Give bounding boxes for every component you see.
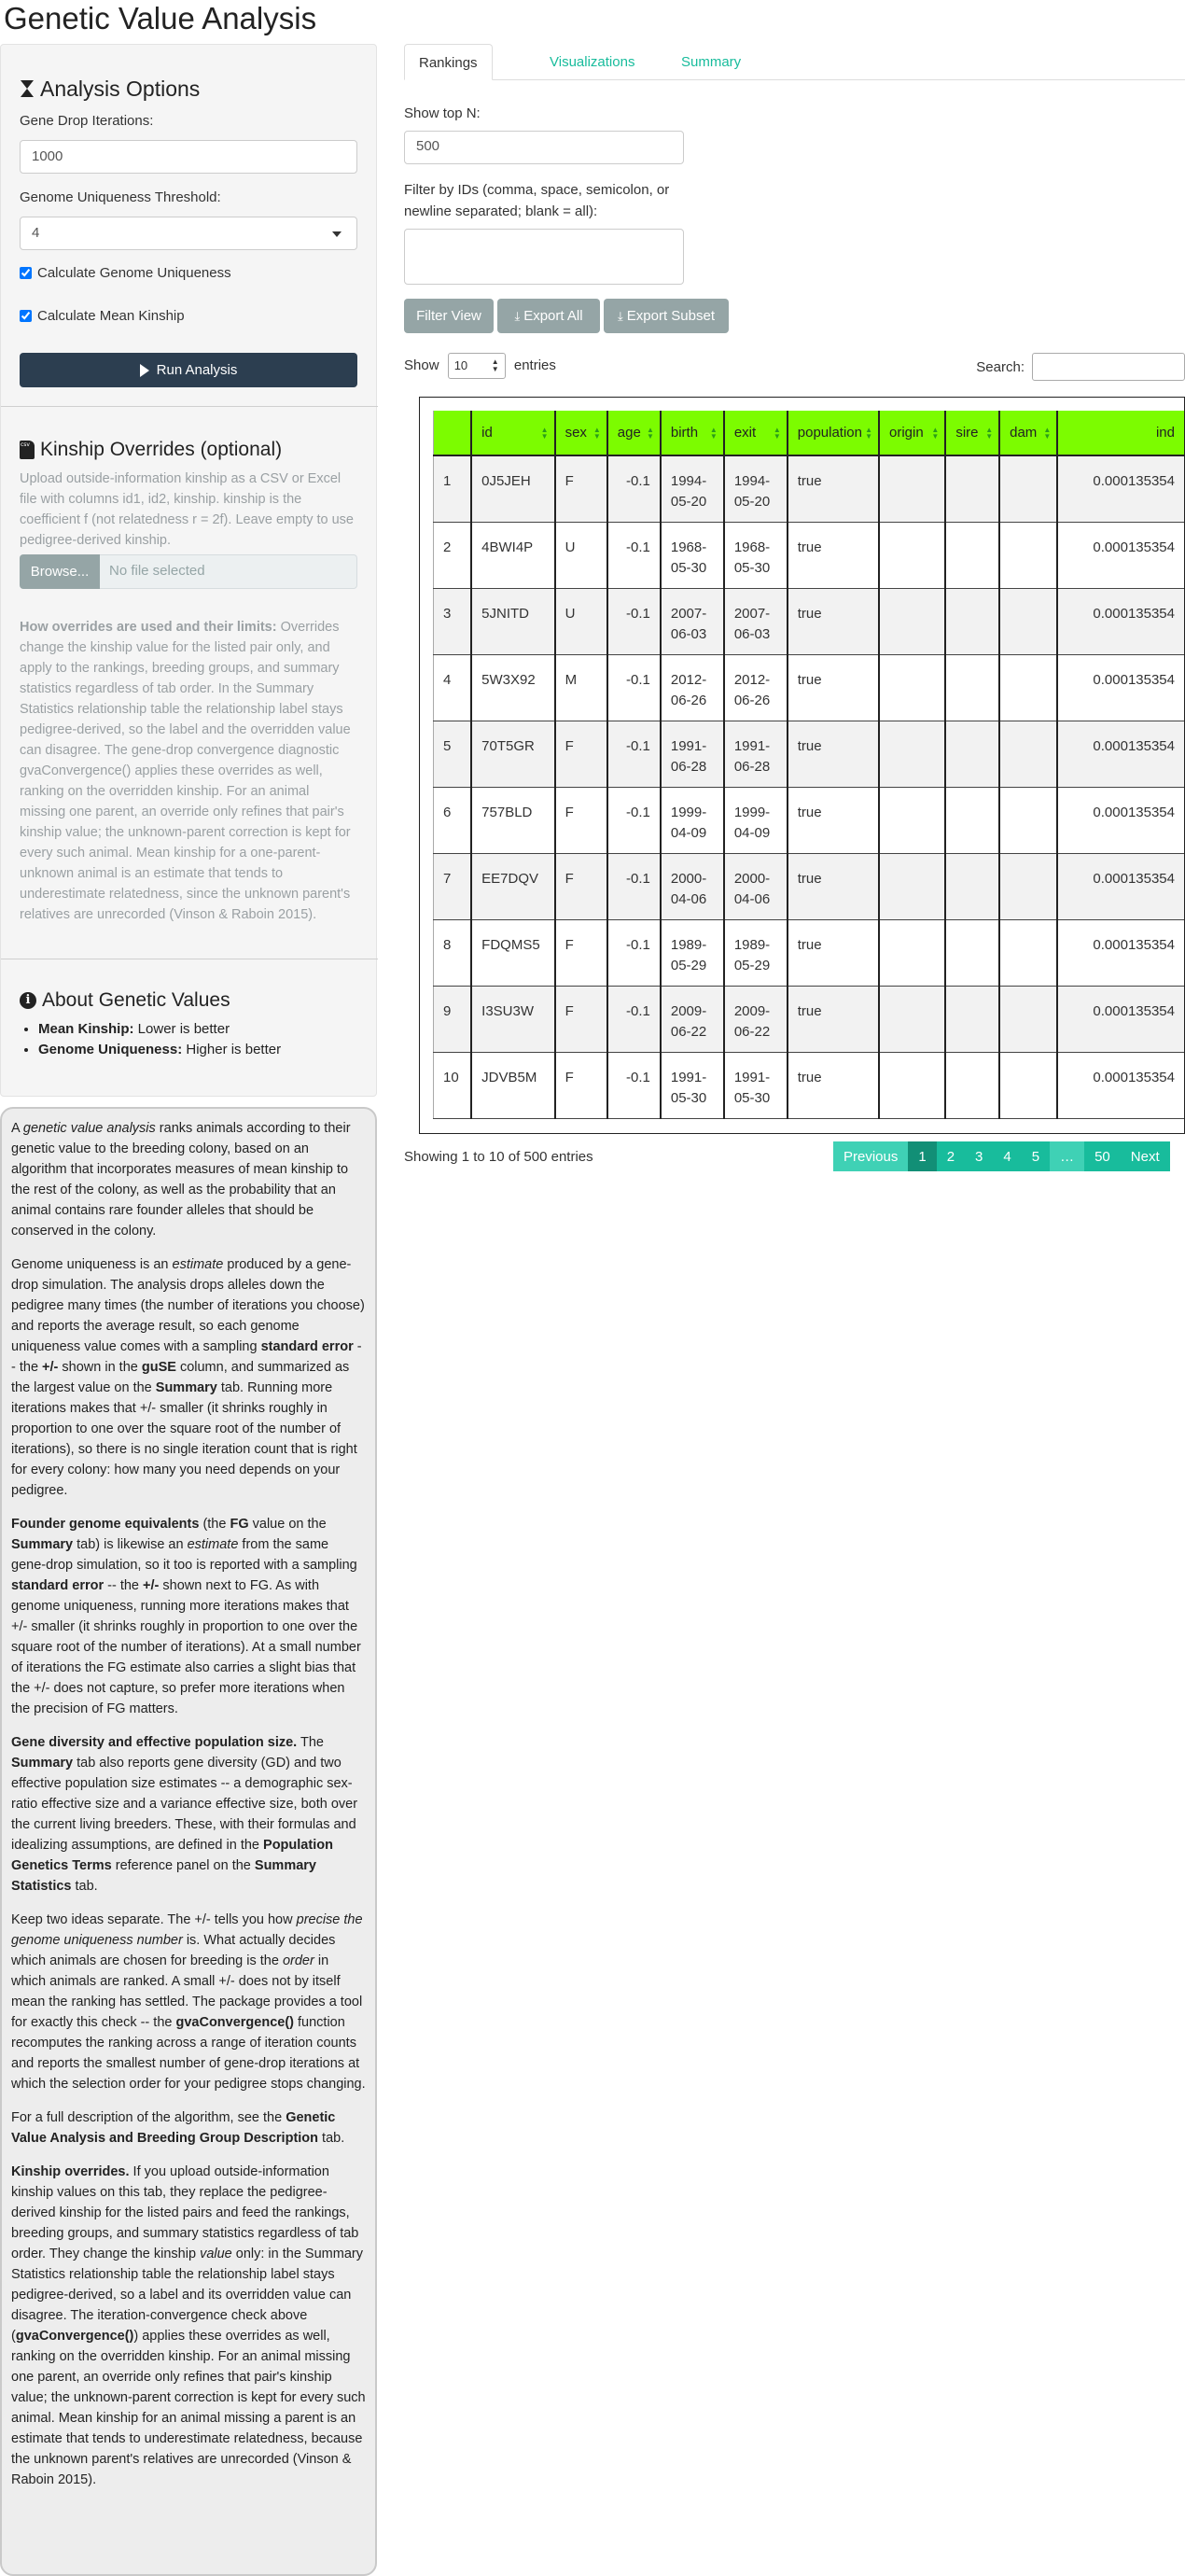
previous-page-button[interactable]: Previous [833, 1141, 908, 1171]
description-paragraph [11, 1254, 366, 1501]
table-cell: 5JNITD [471, 588, 554, 654]
file-csv-icon [20, 441, 35, 459]
text: Keep two ideas separate. The +/- tells you how [11, 1912, 297, 1927]
text: tab) is likewise an [73, 1537, 188, 1552]
table-cell: 1968-05-30 [661, 522, 724, 588]
about-desc: Higher is better [182, 1042, 282, 1057]
table-cell: M [555, 654, 607, 721]
column-header[interactable] [788, 411, 879, 455]
download-icon: ⤓ [618, 308, 623, 323]
rankings-table-frame [419, 397, 1185, 1134]
text: Gene diversity and effective population size. [11, 1735, 298, 1750]
gene-drop-group [20, 112, 357, 174]
column-header[interactable] [607, 411, 661, 455]
table-cell: F [555, 853, 607, 919]
table-cell: 5 [434, 721, 472, 787]
table-cell: true [788, 721, 879, 787]
column-header[interactable] [1057, 411, 1184, 455]
table-cell: 0.000135354 [1057, 919, 1184, 986]
uniqueness-threshold-group [20, 189, 357, 250]
description-paragraph [11, 1514, 366, 1719]
run-analysis-label: Run Analysis [156, 362, 238, 378]
calc-uniqueness-checkbox[interactable] [20, 267, 32, 279]
table-cell: 757BLD [471, 787, 554, 853]
page-button-3[interactable]: 3 [965, 1141, 993, 1171]
filter-view-button[interactable]: Filter View [404, 299, 494, 333]
table-cell: true [788, 986, 879, 1052]
text: genetic value analysis [22, 1121, 156, 1136]
table-cell: F [555, 787, 607, 853]
file-upload-control [20, 554, 357, 589]
text: column, and summarized as the largest value on the [11, 1360, 350, 1395]
next-page-button[interactable]: Next [1121, 1141, 1170, 1171]
table-row[interactable] [434, 986, 1185, 1052]
text: tab. [71, 1879, 98, 1894]
table-cell [945, 588, 999, 654]
entries-value: 10 [453, 358, 468, 372]
rankings-table [433, 411, 1184, 1119]
table-row[interactable] [434, 919, 1185, 986]
table-cell [945, 919, 999, 986]
table-cell: 1991-06-28 [724, 721, 788, 787]
column-header-label: id [481, 425, 493, 441]
table-cell [879, 455, 945, 522]
column-header[interactable] [661, 411, 724, 455]
table-cell: -0.1 [607, 654, 661, 721]
table-row[interactable] [434, 522, 1185, 588]
page-ellipsis: … [1050, 1141, 1084, 1171]
column-header[interactable] [471, 411, 554, 455]
text: Summary [11, 1537, 74, 1552]
table-cell [999, 1052, 1057, 1118]
run-analysis-button[interactable] [20, 353, 357, 387]
table-cell: 1968-05-30 [724, 522, 788, 588]
table-cell [945, 654, 999, 721]
calc-kinship-checkbox-label[interactable] [20, 308, 357, 324]
table-cell: 4BWI4P [471, 522, 554, 588]
table-cell [945, 1052, 999, 1118]
about-list [20, 1019, 357, 1060]
search-input[interactable] [1032, 353, 1185, 381]
text: tab. Running more iterations makes that +/- smaller (it shrinks roughly in proportion to one over the square root of the number of iterations), so there is no single iteration count that is right for every colony: how many you need depends on your pedigree. [11, 1380, 357, 1498]
analysis-options-section [20, 76, 357, 102]
text: precise the genome uniqueness number [11, 1912, 363, 1948]
action-buttons [404, 299, 871, 333]
sort-icon: ▲ ▼ [646, 426, 654, 441]
table-cell: 0.000135354 [1057, 588, 1184, 654]
table-cell: 0.000135354 [1057, 721, 1184, 787]
text: Population Genetics Terms [11, 1838, 333, 1873]
caret-down-icon [332, 231, 342, 237]
description-paragraph [11, 1118, 366, 1241]
page-title: Genetic Value Analysis [4, 1, 317, 35]
table-cell [879, 919, 945, 986]
table-cell: U [555, 588, 607, 654]
column-header[interactable] [945, 411, 999, 455]
table-cell [945, 853, 999, 919]
file-name-display: No file selected [100, 554, 357, 589]
text: Genetic Value Analysis and Breeding Group Description [11, 2110, 336, 2146]
analysis-options-title-text: Analysis Options [40, 77, 201, 101]
table-cell [879, 1052, 945, 1118]
updown-icon: ▲ ▼ [491, 357, 499, 373]
table-cell: 3 [434, 588, 472, 654]
divider [1, 406, 378, 407]
page-button-1[interactable]: 1 [908, 1141, 936, 1171]
sort-icon: ▲ ▼ [773, 426, 781, 441]
column-header[interactable] [555, 411, 607, 455]
text: estimate [172, 1257, 224, 1272]
export-all-label: Export All [523, 308, 583, 324]
text: -- the [104, 1578, 144, 1593]
sort-icon: ▲ ▼ [540, 426, 549, 441]
text: FG [230, 1517, 249, 1532]
column-header-label: birth [670, 425, 699, 441]
override-limits-body: Overrides change the kinship value for the listed pair only, and apply to the rankings, breeding groups, and summary statistics regardless of tab order. In the Summary Statistics relationship table the relationship label stays pedigree-derived, so the label and the overridden value can disagree. The gene-drop convergence diagnostic gvaConvergence() applies these overrides as well, ranking on the overridden kinship. For an animal missing one parent, an override only refines that pair's kinship value; the unknown-parent correction is kept for every such animal. Mean kinship for a one-parent-unknown animal is an estimate that tends to underestimate relatedness, since the unknown parent's relatives are unrecorded (Vinson & Raboin 2015). [20, 620, 351, 922]
sort-icon: ▲ ▼ [865, 426, 873, 441]
table-header-row [434, 411, 1185, 455]
table-cell: 1 [434, 455, 472, 522]
table-cell: 1991-05-30 [661, 1052, 724, 1118]
table-cell: 2000-04-06 [661, 853, 724, 919]
table-row[interactable] [434, 787, 1185, 853]
table-cell: -0.1 [607, 853, 661, 919]
override-limits-text [20, 617, 357, 925]
text: value [200, 2247, 232, 2261]
text: standard error [260, 1339, 354, 1354]
calc-uniqueness-checkbox-label[interactable] [20, 265, 357, 281]
kinship-overrides-title [20, 437, 357, 463]
sort-icon: ▲ ▼ [931, 426, 940, 441]
table-cell: 2007-06-03 [661, 588, 724, 654]
text: tab also reports gene diversity (GD) and two effective population size estimates -- a demographic sex-ratio effective size and a variance effective size, both over the current living breeders. These, with their formulas and idealizing assumptions, are defined in the [11, 1756, 358, 1853]
table-cell: 1999-04-09 [661, 787, 724, 853]
table-cell: 0.000135354 [1057, 654, 1184, 721]
tab-visualizations[interactable]: Visualizations [550, 54, 635, 70]
table-cell: -0.1 [607, 986, 661, 1052]
sort-icon: ▲ ▼ [985, 426, 994, 441]
column-header-label: origin [889, 425, 924, 441]
column-header-label: sex [565, 425, 587, 441]
table-cell: true [788, 654, 879, 721]
gene-drop-label: Gene Drop Iterations: [20, 113, 154, 129]
table-cell [999, 588, 1057, 654]
table-cell: 0.000135354 [1057, 787, 1184, 853]
column-header-label: age [617, 425, 641, 441]
description-paragraph [11, 2162, 366, 2490]
text: +/- [143, 1578, 160, 1593]
table-cell: -0.1 [607, 455, 661, 522]
pagination [833, 1141, 1170, 1171]
text: Kinship overrides. [11, 2164, 130, 2179]
table-cell: true [788, 522, 879, 588]
column-header[interactable] [724, 411, 788, 455]
search-label: Search: [976, 358, 1025, 375]
calc-kinship-checkbox[interactable] [20, 310, 32, 322]
list-item [38, 1040, 357, 1060]
sort-icon: ▲ ▼ [592, 426, 601, 441]
text: Summary [155, 1380, 217, 1395]
table-cell: 5W3X92 [471, 654, 554, 721]
download-icon: ⤓ [514, 308, 521, 323]
table-cell: I3SU3W [471, 986, 554, 1052]
table-cell [999, 986, 1057, 1052]
table-cell [879, 787, 945, 853]
table-cell [999, 522, 1057, 588]
page-button-4[interactable]: 4 [993, 1141, 1021, 1171]
table-cell [999, 455, 1057, 522]
calc-kinship-row [20, 308, 357, 324]
column-header-label: sire [955, 425, 979, 441]
table-cell [945, 986, 999, 1052]
info-icon: i [20, 992, 36, 1009]
text: in which animals are ranked. A small +/- does not by itself mean the ranking has settled. The package provides a tool for exactly this check -- the [11, 1953, 363, 2030]
table-cell: 1999-04-09 [724, 787, 788, 853]
text: gvaConvergence() [175, 2015, 294, 2030]
table-cell: EE7DQV [471, 853, 554, 919]
description-paragraph [11, 1732, 366, 1897]
table-cell: 2009-06-22 [661, 986, 724, 1052]
text: Genome uniqueness is an [11, 1257, 173, 1272]
about-genetic-values-section [20, 987, 357, 1060]
table-cell: 1991-06-28 [661, 721, 724, 787]
override-limits-heading: How overrides are used and their limits: [20, 620, 277, 635]
table-row[interactable] [434, 654, 1185, 721]
text: shown in the [58, 1360, 142, 1375]
about-term: Mean Kinship: [38, 1021, 134, 1037]
table-row[interactable] [434, 455, 1185, 522]
table-cell [879, 853, 945, 919]
table-row[interactable] [434, 1052, 1185, 1118]
about-term: Genome Uniqueness: [38, 1042, 183, 1057]
table-cell: 2007-06-03 [724, 588, 788, 654]
table-cell: 4 [434, 654, 472, 721]
tab-bar [404, 44, 1185, 80]
uniqueness-threshold-select[interactable] [20, 217, 357, 250]
table-cell: F [555, 1052, 607, 1118]
table-cell: F [555, 919, 607, 986]
table-cell [879, 522, 945, 588]
text: Summary [11, 1756, 74, 1771]
table-cell: -0.1 [607, 919, 661, 986]
text: The [297, 1735, 324, 1750]
table-cell: 7 [434, 853, 472, 919]
table-cell: true [788, 787, 879, 853]
text: A [11, 1121, 23, 1136]
table-cell [945, 522, 999, 588]
table-cell: -0.1 [607, 588, 661, 654]
kinship-overrides-help: Upload outside-information kinship as a CSV or Excel file with columns id1, id2, kinship. kinship is the coefficient f (not relatedness r = 2f). Leave empty to use pedigree-derived kinship. [20, 471, 354, 548]
text: reference panel on the [111, 1858, 255, 1873]
column-header-label: exit [733, 425, 757, 441]
browse-button[interactable]: Browse... [20, 554, 100, 589]
entries-select[interactable] [448, 353, 506, 379]
table-row[interactable] [434, 721, 1185, 787]
export-subset-button[interactable] [604, 299, 729, 333]
table-cell: 0.000135354 [1057, 522, 1184, 588]
table-cell [945, 455, 999, 522]
table-cell [879, 588, 945, 654]
table-cell: true [788, 919, 879, 986]
kinship-overrides-section [20, 437, 357, 925]
text: (the [199, 1517, 230, 1532]
table-cell [999, 721, 1057, 787]
analysis-options-title [20, 76, 357, 102]
table-row[interactable] [434, 853, 1185, 919]
list-item [38, 1019, 357, 1040]
table-cell: U [555, 522, 607, 588]
text: value on the [248, 1517, 327, 1532]
description-panel [0, 1107, 377, 2576]
table-cell: -0.1 [607, 522, 661, 588]
description-paragraph [11, 1910, 366, 2094]
table-cell: 2009-06-22 [724, 986, 788, 1052]
column-header-label: ind [1155, 425, 1175, 441]
table-cell: F [555, 986, 607, 1052]
table-cell: 0.000135354 [1057, 853, 1184, 919]
table-cell: 2012-06-26 [724, 654, 788, 721]
page-button-5[interactable]: 5 [1022, 1141, 1050, 1171]
text: ranks animals according to their genetic value to the breeding colony, based on an algorithm that incorporates measures of mean kinship to the rest of the colony, as well as the probability that an animal contains rare founder alleles that should be conserved in the colony. [11, 1121, 351, 1239]
table-body [434, 455, 1185, 1118]
table-cell [999, 654, 1057, 721]
table-cell [879, 654, 945, 721]
table-cell: 2000-04-06 [724, 853, 788, 919]
filter-ids-label: Filter by IDs (comma, space, semicolon, or newline separated; blank = all): [404, 182, 670, 219]
analysis-options-panel [0, 44, 377, 1097]
text: guSE [141, 1360, 176, 1375]
table-cell: 1991-05-30 [724, 1052, 788, 1118]
about-title [20, 987, 357, 1014]
table-cell: 1989-05-29 [724, 919, 788, 986]
play-icon [140, 364, 149, 377]
about-desc: Lower is better [133, 1021, 230, 1037]
table-cell [999, 919, 1057, 986]
table-cell: JDVB5M [471, 1052, 554, 1118]
text: shown next to FG. As with genome uniqueness, running more iterations makes that +/- smaller (it shrinks roughly in proportion to one over the square root of the number of iterations). At a small number of iterations the FG estimate also carries a slight bias that the +/- does not capture, so prefer more iterations when the precision of FG matters. [11, 1578, 361, 1716]
text: -- the [11, 1339, 362, 1375]
entries-label: entries [513, 357, 556, 373]
table-cell [999, 853, 1057, 919]
text: estimate [187, 1537, 239, 1552]
show-label: Show [404, 357, 439, 373]
table-cell: 0.000135354 [1057, 455, 1184, 522]
uniqueness-threshold-label: Genome Uniqueness Threshold: [20, 189, 221, 205]
table-cell: 0.000135354 [1057, 1052, 1184, 1118]
top-n-label: Show top N: [404, 105, 481, 121]
tab-rankings[interactable]: Rankings [404, 44, 493, 80]
column-header-label: dam [1010, 425, 1038, 441]
run-analysis-row [20, 353, 357, 387]
table-cell: 1989-05-29 [661, 919, 724, 986]
text: ) applies these overrides as well, ranking on the overridden kinship. For an animal missing one parent, an override only refines that pair's kinship value; the unknown-parent correction is kept for every such animal. Mean kinship for an animal missing a parent is an estimate that tends to underestimate relatedness, because the unknown parent's relatives are unrecorded (Vinson & Raboin 2015). [11, 2329, 366, 2487]
table-cell [879, 986, 945, 1052]
table-cell: 9 [434, 986, 472, 1052]
column-header[interactable] [879, 411, 945, 455]
table-cell: 2 [434, 522, 472, 588]
calc-uniqueness-text: Calculate Genome Uniqueness [37, 265, 231, 281]
description-paragraph [11, 2107, 366, 2149]
text: from the same gene-drop simulation, so it too is reported with a sampling [11, 1537, 357, 1573]
table-cell: 6 [434, 787, 472, 853]
text: For a full description of the algorithm, see the [11, 2110, 286, 2125]
table-cell [879, 721, 945, 787]
calc-uniqueness-row [20, 265, 357, 281]
export-subset-label: Export Subset [626, 308, 715, 324]
table-cell: F [555, 455, 607, 522]
column-header-label: population [797, 425, 862, 441]
filter-ids-textarea[interactable] [404, 229, 684, 285]
text: +/- [42, 1360, 59, 1375]
table-cell: 2012-06-26 [661, 654, 724, 721]
table-row[interactable] [434, 588, 1185, 654]
uniqueness-threshold-value: 4 [32, 225, 40, 241]
table-cell: F [555, 721, 607, 787]
column-header[interactable] [999, 411, 1057, 455]
table-cell: -0.1 [607, 1052, 661, 1118]
table-cell: 0J5JEH [471, 455, 554, 522]
page-button-last[interactable]: 50 [1084, 1141, 1121, 1171]
text: gvaConvergence() [15, 2329, 134, 2344]
table-cell: -0.1 [607, 721, 661, 787]
table-cell: 8 [434, 919, 472, 986]
sort-icon: ▲ ▼ [709, 426, 718, 441]
top-n-input[interactable]: 500 [404, 131, 684, 164]
text: Summary Statistics [11, 1858, 316, 1894]
table-cell: true [788, 1052, 879, 1118]
table-cell: true [788, 588, 879, 654]
table-cell [999, 787, 1057, 853]
text: tab. [318, 2131, 345, 2146]
text: standard error [11, 1578, 105, 1593]
search-group [976, 353, 1185, 381]
column-header[interactable] [434, 411, 472, 455]
text: If you upload outside-information kinship values on this tab, they replace the pedigree-derived kinship for the listed pairs and feed the rankings, breeding groups, and summary statistics regardless of tab order. They change the kinship [11, 2164, 359, 2261]
hourglass-icon [20, 78, 35, 99]
table-info: Showing 1 to 10 of 500 entries [404, 1149, 593, 1165]
table-cell: true [788, 853, 879, 919]
table-cell [945, 787, 999, 853]
table-cell: 0.000135354 [1057, 986, 1184, 1052]
sort-icon: ▲ ▼ [1043, 426, 1052, 441]
text: is. What actually decides which animals are chosen for breeding is the [11, 1933, 336, 1968]
table-cell [945, 721, 999, 787]
text: produced by a gene-drop simulation. The analysis drops alleles down the pedigree many times (the number of iterations you choose) and reports the average result, so each genome uniqueness value comes with a sampling [11, 1257, 365, 1354]
text: function recomputes the ranking across a range of iteration counts and reports the smallest number of gene-drop iterations at which the selection order for your pedigree stops changing. [11, 2015, 366, 2092]
kinship-overrides-title-text: Kinship Overrides (optional) [40, 439, 283, 460]
table-cell: -0.1 [607, 787, 661, 853]
table-cell: 1994-05-20 [661, 455, 724, 522]
table-cell: FDQMS5 [471, 919, 554, 986]
gene-drop-input[interactable]: 1000 [20, 140, 357, 174]
tab-summary[interactable]: Summary [681, 54, 742, 70]
table-cell: true [788, 455, 879, 522]
table-cell: 10 [434, 1052, 472, 1118]
calc-kinship-text: Calculate Mean Kinship [37, 308, 185, 324]
page-button-2[interactable]: 2 [937, 1141, 965, 1171]
table-cell: 1994-05-20 [724, 455, 788, 522]
export-all-button[interactable] [497, 299, 600, 333]
text: order [282, 1953, 314, 1968]
about-title-text: About Genetic Values [42, 989, 230, 1011]
table-cell: 70T5GR [471, 721, 554, 787]
text: Founder genome equivalents [11, 1517, 200, 1532]
table-controls [404, 353, 1185, 381]
text: only: in the Summary Statistics relationship table the relationship label stays pedigree-derived, so a label and its overridden value can disagree. The iteration-convergence check above ( [11, 2247, 363, 2344]
